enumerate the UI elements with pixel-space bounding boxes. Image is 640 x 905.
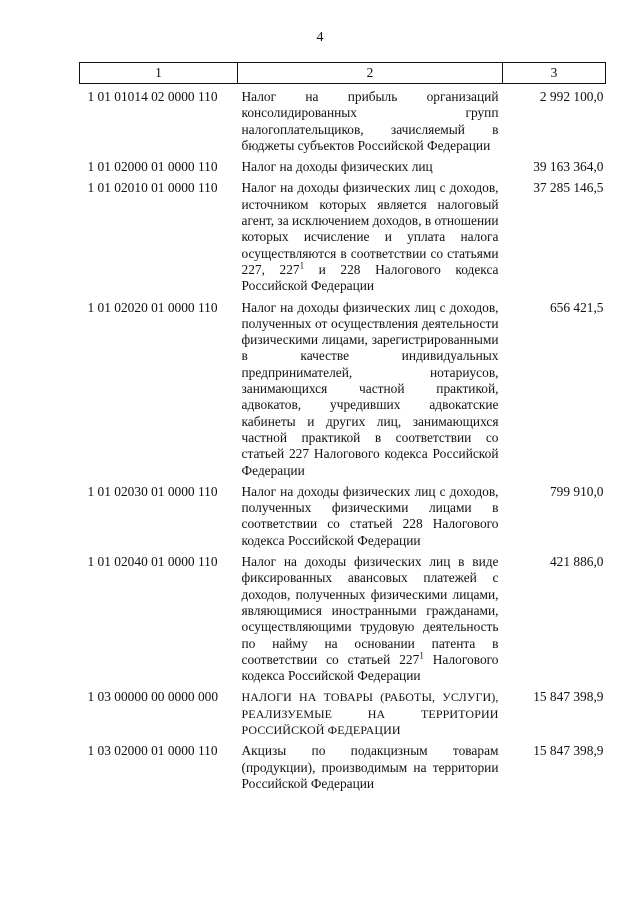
revenue-name-text: НАЛОГИ НА ТОВАРЫ (РАБОТЫ, УСЛУГИ), РЕАЛИЗУЕМЫЕ НА ТЕРРИТОРИИ РОССИЙСКОЙ ФЕДЕРАЦИИ xyxy=(241,690,499,737)
budget-code: 1 01 02030 01 0000 110 xyxy=(87,483,218,499)
revenue-name-text xyxy=(242,554,499,684)
table-row xyxy=(80,89,606,154)
table-row xyxy=(80,689,606,738)
amount-value: 656 421,5 xyxy=(549,299,604,315)
amount-value: 421 886,0 xyxy=(549,554,604,570)
revenue-name-part: и 228 Налогового кодекса Российской Федерации xyxy=(241,261,499,294)
amount-value: 15 847 398,9 xyxy=(533,689,604,705)
revenue-name xyxy=(238,89,503,154)
page-number: 4 xyxy=(316,30,324,45)
table-header xyxy=(80,63,606,84)
budget-code: 1 01 02000 01 0000 110 xyxy=(87,159,218,175)
superscript-index: 1 xyxy=(299,260,305,271)
budget-code: 1 03 00000 00 0000 000 xyxy=(87,689,219,705)
revenue-name-text: Налог на прибыль организаций консолидированных групп налогоплательщиков, зачисляемый в бюджеты субъектов Российской Федерации xyxy=(241,89,499,153)
amount-value: 37 285 146,5 xyxy=(533,180,604,196)
revenue-name-text: Налог на доходы физических лиц с доходов, полученных физическими лицами в соответствии со статьей 228 Налогового кодекса Российской Федерации xyxy=(241,483,499,548)
revenue-name-text: Налог на доходы физических лиц с доходов, полученных от осуществления деятельности физическими лицами, зарегистрированными в качестве индивидуальных предпринимателей, нотариусов, занимающихся частной практикой, адвокатов, учредивших адвокатские кабинеты и других лиц, занимающихся частной практикой в соответствии со статьей 227 Налогового кодекса Российской Федерации xyxy=(241,299,499,478)
column-header-3: 3 xyxy=(503,63,606,84)
revenue-name-part: Налог на доходы физических лиц с доходов, источником которых является налоговый агент, за исключением доходов, в отношении которых исчисление и уплата налога осуществляются в соответствии со статьями 227, 227 xyxy=(241,180,499,277)
revenue-name-text: Налог на доходы физических лиц xyxy=(241,159,433,175)
amount-value: 15 847 398,9 xyxy=(533,743,604,759)
table-row xyxy=(80,159,606,175)
revenue-name xyxy=(238,159,503,175)
amount-value: 799 910,0 xyxy=(549,483,604,499)
column-header-2: 2 xyxy=(238,63,503,84)
table-row xyxy=(80,554,606,684)
budget-code: 1 03 02000 01 0000 110 xyxy=(87,743,218,759)
amount-value: 39 163 364,0 xyxy=(533,159,604,175)
budget-code: 1 01 02010 01 0000 110 xyxy=(87,180,218,196)
revenue-name xyxy=(238,484,503,549)
revenue-name xyxy=(238,743,503,792)
column-header-1: 1 xyxy=(80,63,238,84)
budget-revenue-table xyxy=(79,62,606,792)
revenue-name xyxy=(238,689,503,738)
amount-value: 2 992 100,0 xyxy=(539,89,604,104)
revenue-name xyxy=(238,554,503,684)
revenue-name xyxy=(238,180,503,294)
superscript-index: 1 xyxy=(419,650,424,661)
budget-code: 1 01 02040 01 0000 110 xyxy=(87,554,218,570)
revenue-name-text xyxy=(242,180,499,294)
budget-code: 1 01 02020 01 0000 110 xyxy=(87,299,218,315)
table-row xyxy=(80,180,606,294)
table-row xyxy=(80,743,606,792)
revenue-name-part: Налог на доходы физических лиц в виде фиксированных авансовых платежей с доходов, полученных физическими лицами, являющимися иностранными гражданами, осуществляющими трудовую деятельность по найму на основании патента в соответствии со статьей 227 xyxy=(241,554,499,667)
revenue-name-text: Акцизы по подакцизным товарам (продукции), производимым на территории Российской Федерации xyxy=(241,743,499,791)
revenue-name xyxy=(238,300,503,479)
table-row xyxy=(80,484,606,549)
table-row xyxy=(80,300,606,479)
column-number-row xyxy=(80,63,606,84)
table-body xyxy=(80,84,606,793)
budget-code: 1 01 01014 02 0000 110 xyxy=(87,89,218,104)
revenue-name-part: Налогового кодекса Российской Федерации xyxy=(241,651,499,684)
